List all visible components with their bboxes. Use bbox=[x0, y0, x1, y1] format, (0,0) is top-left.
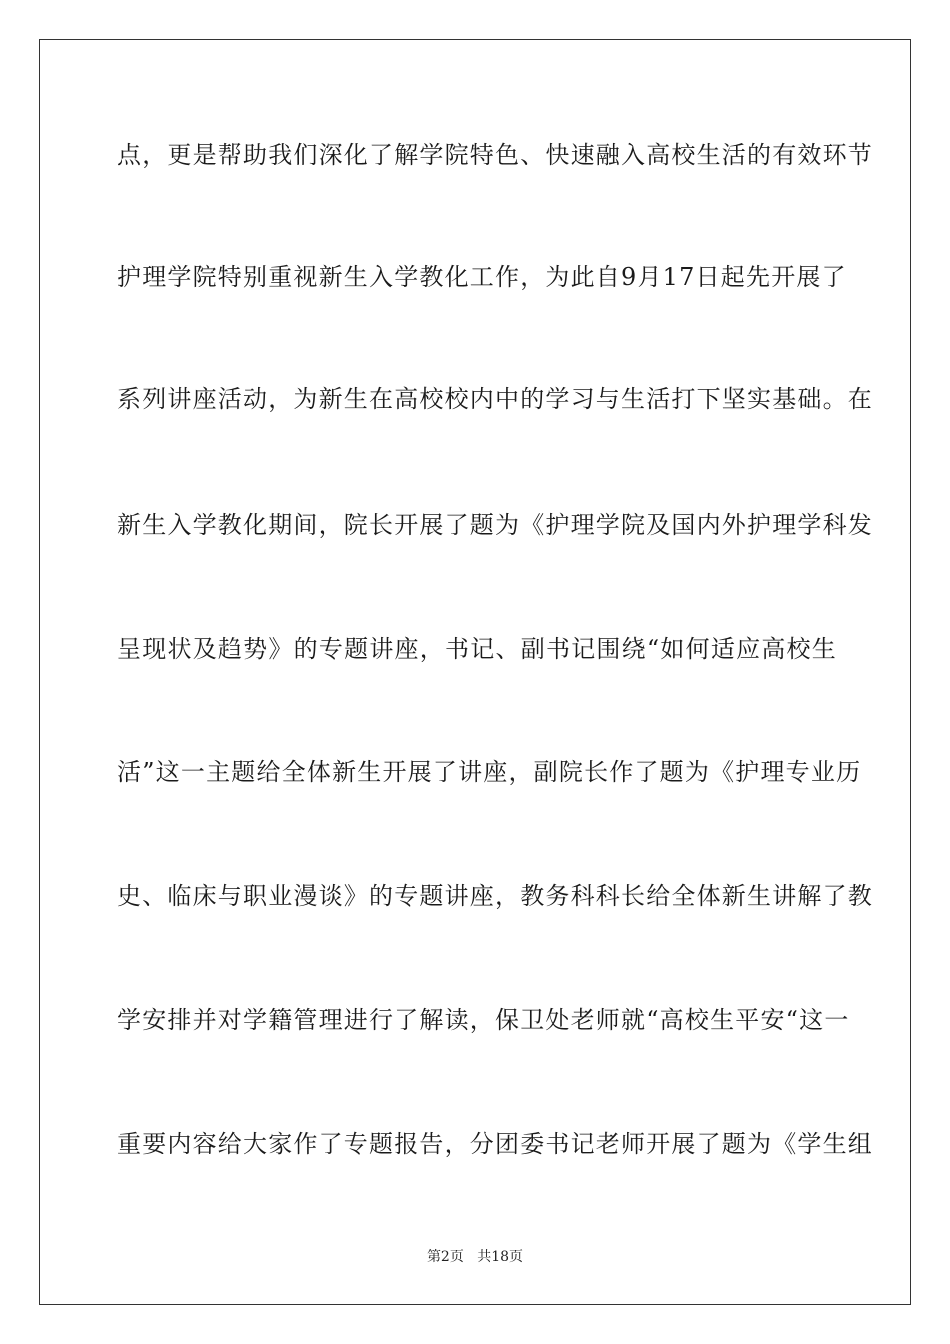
text-line: 活”这一主题给全体新生开展了讲座，副院长作了题为《护理专业历 bbox=[117, 758, 862, 786]
text-line: 重要内容给大家作了专题报告，分团委书记老师开展了题为《学生组 bbox=[117, 1130, 873, 1158]
text-line: 系列讲座活动，为新生在高校校内中的学习与生活打下坚实基础。在 bbox=[117, 385, 873, 413]
text-line: 新生入学教化期间，院长开展了题为《护理学院及国内外护理学科发 bbox=[117, 511, 873, 539]
page-frame bbox=[39, 39, 911, 1305]
text-line: 护理学院特别重视新生入学教化工作，为此自9月17日起先开展了 bbox=[117, 263, 847, 291]
page-total: 共18页 bbox=[477, 1249, 524, 1265]
page-number: 第2页 bbox=[426, 1249, 464, 1265]
text-line: 点，更是帮助我们深化了解学院特色、快速融入高校生活的有效环节 bbox=[117, 141, 873, 169]
text-line: 学安排并对学籍管理进行了解读，保卫处老师就“高校生平安“这一 bbox=[117, 1006, 850, 1034]
page-footer bbox=[0, 1248, 950, 1266]
text-line: 呈现状及趋势》的专题讲座，书记、副书记围绕“如何适应高校生 bbox=[117, 635, 837, 663]
text-line: 史、临床与职业漫谈》的专题讲座，教务科科长给全体新生讲解了教 bbox=[117, 882, 873, 910]
